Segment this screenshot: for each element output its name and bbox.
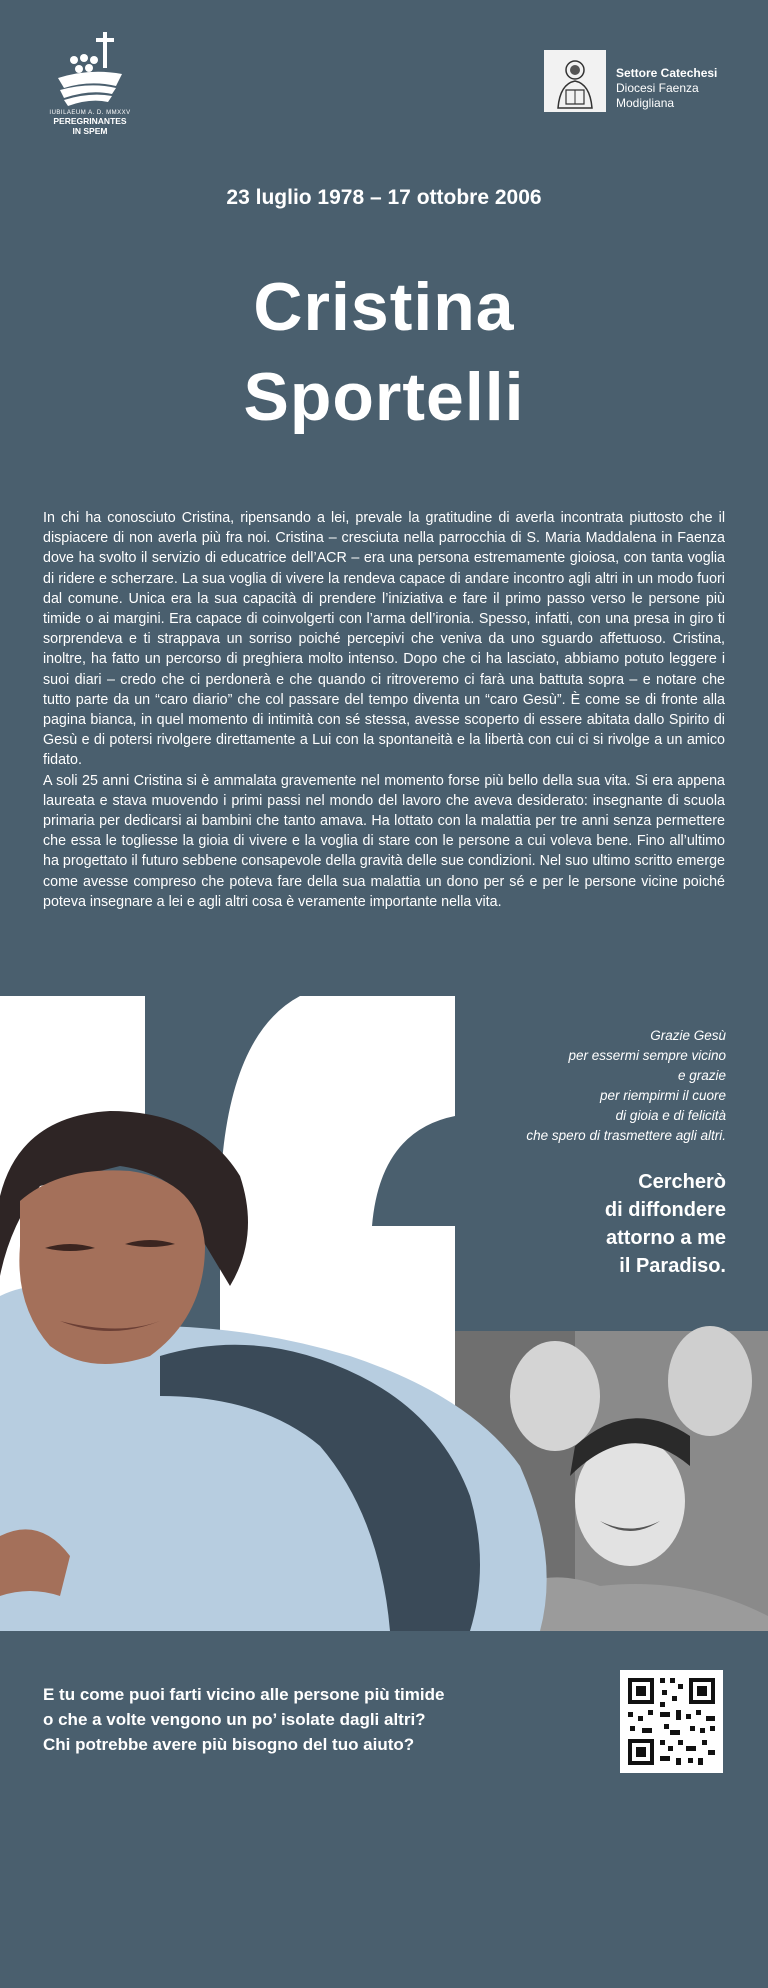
title-line2: Sportelli <box>243 359 525 435</box>
quote-bold-line: di diffondere <box>604 1199 726 1221</box>
qr-code-icon[interactable] <box>620 1670 723 1773</box>
title-line1: Cristina <box>253 269 515 345</box>
logo-left-line1: IUBILAEUM A. D. MMXXV <box>49 110 131 116</box>
diocese-logo <box>544 50 744 114</box>
quote-bold <box>470 1168 726 1280</box>
pilgrim-boat-logo-icon <box>50 28 130 108</box>
logo-right-line2: Diocesi Faenza <box>616 81 699 95</box>
biography-text <box>43 508 725 912</box>
quote-italic-line: di gioia e di felicità <box>615 1108 726 1123</box>
quote-italic-line: Grazie Gesù <box>650 1028 726 1043</box>
logo-left-line2: PEREGRINANTES <box>53 116 127 126</box>
quote-bold-line: Cercherò <box>638 1171 726 1193</box>
jubilee-logo <box>40 28 140 143</box>
biography-paragraph-2: A soli 25 anni Cristina si è ammalata gravemente nel momento forse più bello della sua vita. Si era appena laureata e stava muovendo i primi passi nel mondo del lavoro che aveva desiderato: insegnante di scuola primaria per dedicarsi ai bambini che tanto amava. Ha lottato con la malattia per tre anni senza permettere che essa le togliesse la gioia di vivere e la voglia di stare con le persone a cui voleva bene. Fino all’ultimo ha progettato il futuro sebbene consapevole della gravità delle sue condizioni. Nel suo ultimo scritto emerge come avesse compreso che poteva fare della sua malattia un dono per sé e per le persone vicine poiché poteva insegnare a lei e agli altri cosa è veramente importante nella vita. <box>43 772 725 910</box>
christ-seal-logo-icon <box>544 50 606 112</box>
life-dates: 23 luglio 1978 – 17 ottobre 2006 <box>226 186 542 209</box>
quote-bold-line: attorno a me <box>605 1227 726 1249</box>
logo-right-line3: Modigliana <box>616 96 675 110</box>
biography-paragraph-1: In chi ha conosciuto Cristina, ripensando a lei, prevale la gratitudine di averla incontrata piuttosto che il dispiacere di non averla più fra noi. Cristina – cresciuta nella parrocchia di S. Maria Maddalena in Faenza dove ha svolto il servizio di educatrice dell’ACR – era una persona estremamente gioiosa, con tanta voglia di ridere e scherzare. La sua voglia di vivere la rendeva capace di andare incontro agli altri in un modo fuori dal comune. Unica era la sua capacità di prendere l’iniziativa e fare il primo passo verso le persone più timide o ai margini. Era capace di coinvolgerti con l’arma dell’ironia. Spesso, infatti, con una presa in giro ti sorprendeva e ti strappava un sorriso poiché percepivi che veniva da uno sguardo affettuoso. Cristina, inoltre, ha fatto un percorso di preghiera molto intenso. Dopo che ci ha lasciato, abbiamo potuto leggere i suoi diari – credo che ci perdonerà e che quando ci ritroveremo ci farà una battuta sopra – e notare che tutto parte da un “caro diario” che col passare del tempo diventa un “caro Gesù”. È come se di fronte alla pagina bianca, in quel momento di intimità con sé stessa, avesse scoperto di essere abitata dallo Spirito di Gesù e di potersi rivolgere direttamente a Lui con la spontaneità e la libertà con cui ci si rivolge a un amico fidato. <box>43 510 725 769</box>
reflection-question <box>43 1682 583 1757</box>
logo-right-line1: Settore Catechesi <box>616 66 718 80</box>
logo-left-line3: IN SPEM <box>72 126 108 136</box>
page-title <box>0 262 768 442</box>
quote-italic-line: e grazie <box>677 1068 726 1083</box>
diary-quote <box>470 1026 726 1280</box>
question-line: E tu come puoi farti vicino alle persone più timide <box>43 1685 445 1704</box>
quote-italic <box>470 1026 726 1146</box>
quote-italic-line: che spero di trasmettere agli altri. <box>526 1128 726 1143</box>
question-line: Chi potrebbe avere più bisogno del tuo aiuto? <box>43 1735 415 1754</box>
quote-italic-line: per riempirmi il cuore <box>599 1088 726 1103</box>
quote-bold-line: il Paradiso. <box>619 1255 726 1277</box>
quote-italic-line: per essermi sempre vicino <box>568 1048 726 1063</box>
question-line: o che a volte vengono un po’ isolate dagli altri? <box>43 1710 426 1729</box>
